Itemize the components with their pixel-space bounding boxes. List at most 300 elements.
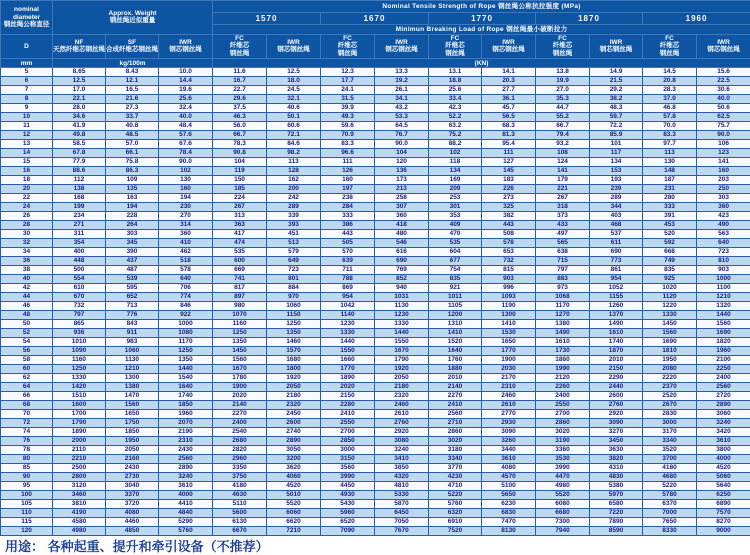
value-cell: 7670 <box>375 527 429 536</box>
value-cell: 1105 <box>429 302 482 311</box>
value-cell: 1042 <box>321 302 375 311</box>
value-cell: 670 <box>53 293 106 302</box>
table-row <box>1 509 750 518</box>
value-cell: 1440 <box>159 365 213 374</box>
value-cell: 45.7 <box>482 104 536 113</box>
value-cell: 238 <box>321 194 375 203</box>
table-row <box>1 176 750 185</box>
diameter-cell: 52 <box>1 329 53 338</box>
value-cell: 363 <box>213 221 267 230</box>
value-cell: 1170 <box>159 338 213 347</box>
value-cell: 1760 <box>429 356 482 365</box>
value-cell: 183 <box>482 176 536 185</box>
value-cell: 2720 <box>697 392 750 401</box>
value-cell: 67.6 <box>159 140 213 149</box>
table-row <box>1 221 750 230</box>
value-cell: 4310 <box>590 464 643 473</box>
value-cell: 6320 <box>429 509 482 518</box>
value-cell: 1810 <box>643 347 697 356</box>
diameter-cell: 74 <box>1 428 53 437</box>
value-cell: 2860 <box>536 419 590 428</box>
value-cell: 861 <box>590 266 643 275</box>
value-cell: 6830 <box>482 509 536 518</box>
value-cell: 433 <box>536 221 590 230</box>
value-cell: 437 <box>106 257 159 266</box>
value-cell: 50.6 <box>697 104 750 113</box>
diameter-title-en1: nominal <box>1 6 52 13</box>
value-cell: 810 <box>697 257 750 266</box>
value-cell: 56.5 <box>482 113 536 122</box>
value-cell: 5380 <box>590 482 643 491</box>
value-cell: 373 <box>536 212 590 221</box>
value-cell: 112 <box>53 176 106 185</box>
value-cell: 15.6 <box>697 68 750 77</box>
value-cell: 38.2 <box>590 95 643 104</box>
value-cell: 903 <box>482 275 536 284</box>
value-cell: 2400 <box>536 392 590 401</box>
value-cell: 1560 <box>697 320 750 329</box>
value-cell: 4680 <box>643 473 697 482</box>
value-cell: 4630 <box>213 491 267 500</box>
value-cell: 954 <box>321 293 375 302</box>
value-cell: 56.0 <box>213 122 267 131</box>
value-cell: 1740 <box>590 338 643 347</box>
value-cell: 2860 <box>429 428 482 437</box>
value-cell: 2440 <box>590 383 643 392</box>
value-cell: 90.0 <box>375 140 429 149</box>
value-cell: 333 <box>321 212 375 221</box>
value-cell: 14.5 <box>643 68 697 77</box>
value-cell: 1640 <box>159 383 213 392</box>
value-cell: 1350 <box>267 329 321 338</box>
value-cell: 1130 <box>375 302 429 311</box>
value-cell: 57.8 <box>643 113 697 122</box>
value-cell: 2830 <box>643 410 697 419</box>
value-cell: 1270 <box>536 311 590 320</box>
breaking-load-unit: (KN) <box>213 59 750 68</box>
value-cell: 4520 <box>267 482 321 491</box>
value-cell: 2520 <box>643 392 697 401</box>
value-cell: 68.3 <box>482 122 536 131</box>
value-cell: 134 <box>429 167 482 176</box>
value-cell: 2280 <box>321 401 375 410</box>
col-header-fc-1670: FC 纤维芯 钢丝绳 <box>321 35 375 59</box>
rope-table-body <box>1 68 750 536</box>
value-cell: 339 <box>267 212 321 221</box>
value-cell: 797 <box>536 266 590 275</box>
table-row <box>1 401 750 410</box>
value-cell: 344 <box>590 203 643 212</box>
value-cell: 835 <box>643 266 697 275</box>
table-row <box>1 230 750 239</box>
value-cell: 4230 <box>429 473 482 482</box>
value-cell: 500 <box>53 266 106 275</box>
value-cell: 5100 <box>482 482 536 491</box>
value-cell: 2150 <box>590 365 643 374</box>
value-cell: 41.9 <box>53 122 106 131</box>
value-cell: 835 <box>429 275 482 284</box>
value-cell: 57.0 <box>106 140 159 149</box>
value-cell: 565 <box>536 239 590 248</box>
value-cell: 193 <box>590 176 643 185</box>
value-cell: 4000 <box>159 491 213 500</box>
value-cell: 640 <box>697 239 750 248</box>
value-cell: 20.3 <box>482 77 536 86</box>
value-cell: 1090 <box>53 347 106 356</box>
value-cell: 75.7 <box>697 122 750 131</box>
value-cell: 8.43 <box>106 68 159 77</box>
value-cell: 119 <box>213 167 267 176</box>
diameter-cell: 12 <box>1 131 53 140</box>
value-cell: 2260 <box>536 383 590 392</box>
value-cell: 123 <box>697 149 750 158</box>
diameter-cell: 44 <box>1 293 53 302</box>
value-cell: 124 <box>536 158 590 167</box>
value-cell: 1510 <box>53 392 106 401</box>
diameter-cell: 110 <box>1 509 53 518</box>
diameter-cell: 60 <box>1 365 53 374</box>
value-cell: 884 <box>267 284 321 293</box>
table-row <box>1 302 750 311</box>
value-cell: 616 <box>375 248 429 257</box>
weight-title-en: Approx. Weight <box>53 10 212 17</box>
value-cell: 307 <box>375 203 429 212</box>
value-cell: 267 <box>536 194 590 203</box>
value-cell: 2460 <box>482 392 536 401</box>
value-cell: 75.8 <box>106 158 159 167</box>
value-cell: 535 <box>213 248 267 257</box>
value-cell: 1300 <box>482 311 536 320</box>
value-cell: 497 <box>536 230 590 239</box>
table-row <box>1 419 750 428</box>
value-cell: 2320 <box>267 401 321 410</box>
value-cell: 2460 <box>375 401 429 410</box>
table-row <box>1 113 750 122</box>
diameter-cell: 14 <box>1 149 53 158</box>
value-cell: 3040 <box>106 482 159 491</box>
value-cell: 24.5 <box>267 86 321 95</box>
value-cell: 136 <box>375 167 429 176</box>
value-cell: 46.8 <box>643 104 697 113</box>
value-cell: 179 <box>536 176 590 185</box>
value-cell: 145 <box>482 167 536 176</box>
diameter-cell: 76 <box>1 437 53 446</box>
value-cell: 14.1 <box>482 68 536 77</box>
value-cell: 5520 <box>536 491 590 500</box>
value-cell: 63.2 <box>429 122 482 131</box>
value-cell: 2890 <box>697 401 750 410</box>
value-cell: 1031 <box>375 293 429 302</box>
value-cell: 2760 <box>590 401 643 410</box>
value-cell: 2320 <box>375 392 429 401</box>
diameter-title-zh: 钢丝绳公称直径 <box>1 21 52 29</box>
value-cell: 30.6 <box>697 86 750 95</box>
value-cell: 8590 <box>590 527 643 536</box>
value-cell: 1420 <box>53 383 106 392</box>
table-row <box>1 338 750 347</box>
value-cell: 2030 <box>482 365 536 374</box>
value-cell: 490 <box>697 221 750 230</box>
table-row <box>1 212 750 221</box>
value-cell: 14.9 <box>590 68 643 77</box>
value-cell: 267 <box>213 203 267 212</box>
value-cell: 776 <box>106 311 159 320</box>
value-cell: 345 <box>106 239 159 248</box>
value-cell: 26.1 <box>375 86 429 95</box>
value-cell: 3090 <box>590 419 643 428</box>
table-row <box>1 158 750 167</box>
value-cell: 354 <box>53 239 106 248</box>
value-cell: 1920 <box>267 374 321 383</box>
value-cell: 17.7 <box>321 77 375 86</box>
table-row <box>1 383 750 392</box>
diameter-cell: 32 <box>1 239 53 248</box>
value-cell: 7000 <box>643 509 697 518</box>
value-cell: 8.65 <box>53 68 106 77</box>
value-cell: 1850 <box>159 401 213 410</box>
value-cell: 1880 <box>429 365 482 374</box>
diameter-header <box>1 1 53 35</box>
value-cell: 226 <box>482 185 536 194</box>
value-cell: 2150 <box>321 392 375 401</box>
value-cell: 1450 <box>213 347 267 356</box>
diameter-cell: 20 <box>1 185 53 194</box>
value-cell: 883 <box>536 275 590 284</box>
value-cell: 653 <box>482 248 536 257</box>
value-cell: 563 <box>697 230 750 239</box>
value-cell: 1610 <box>590 329 643 338</box>
diameter-cell: 26 <box>1 212 53 221</box>
weight-header <box>53 1 213 35</box>
value-cell: 4580 <box>53 518 106 527</box>
value-cell: 1230 <box>375 311 429 320</box>
value-cell: 150 <box>213 176 267 185</box>
diameter-cell: 10 <box>1 113 53 122</box>
value-cell: 390 <box>106 248 159 257</box>
table-row <box>1 374 750 383</box>
value-cell: 228 <box>106 212 159 221</box>
diameter-cell: 58 <box>1 356 53 365</box>
value-cell: 6060 <box>267 509 321 518</box>
value-cell: 24.1 <box>321 86 375 95</box>
value-cell: 13.1 <box>429 68 482 77</box>
diameter-cell: 68 <box>1 401 53 410</box>
value-cell: 1560 <box>213 356 267 365</box>
value-cell: 1960 <box>159 410 213 419</box>
value-cell: 1470 <box>106 392 159 401</box>
value-cell: 2250 <box>697 365 750 374</box>
diameter-cell: 95 <box>1 482 53 491</box>
value-cell: 4410 <box>159 500 213 509</box>
value-cell: 83.3 <box>321 140 375 149</box>
value-cell: 1670 <box>213 365 267 374</box>
value-cell: 518 <box>159 257 213 266</box>
table-row <box>1 410 750 419</box>
value-cell: 925 <box>643 275 697 284</box>
table-row <box>1 437 750 446</box>
value-cell: 386 <box>321 221 375 230</box>
diameter-cell: 28 <box>1 221 53 230</box>
value-cell: 6890 <box>697 500 750 509</box>
value-cell: 2960 <box>213 455 267 464</box>
table-row <box>1 464 750 473</box>
value-cell: 22.5 <box>697 77 750 86</box>
value-cell: 1440 <box>697 311 750 320</box>
value-cell: 224 <box>213 194 267 203</box>
value-cell: 1160 <box>213 320 267 329</box>
value-cell: 774 <box>159 293 213 302</box>
value-cell: 34.6 <box>53 113 106 122</box>
diameter-cell: 38 <box>1 266 53 275</box>
value-cell: 3460 <box>53 491 106 500</box>
value-cell: 3610 <box>159 482 213 491</box>
diameter-cell: 11 <box>1 122 53 131</box>
diameter-cell: 34 <box>1 248 53 257</box>
value-cell: 1700 <box>53 410 106 419</box>
value-cell: 1210 <box>697 293 750 302</box>
value-cell: 58.5 <box>53 140 106 149</box>
value-cell: 2740 <box>267 428 321 437</box>
value-cell: 6080 <box>536 500 590 509</box>
value-cell: 197 <box>321 185 375 194</box>
value-cell: 1330 <box>375 320 429 329</box>
value-cell: 2550 <box>321 419 375 428</box>
value-cell: 239 <box>590 185 643 194</box>
value-cell: 25.6 <box>429 86 482 95</box>
value-cell: 4000 <box>697 455 750 464</box>
value-cell: 1080 <box>159 329 213 338</box>
value-cell: 3990 <box>536 464 590 473</box>
value-cell: 2140 <box>429 383 482 392</box>
table-row <box>1 203 750 212</box>
value-cell: 1370 <box>590 311 643 320</box>
weight-title-zh: 钢丝绳近似重量 <box>53 17 212 25</box>
value-cell: 1380 <box>536 320 590 329</box>
value-cell: 360 <box>697 203 750 212</box>
value-cell: 393 <box>267 221 321 230</box>
value-cell: 1190 <box>482 302 536 311</box>
value-cell: 749 <box>643 257 697 266</box>
value-cell: 2000 <box>53 437 106 446</box>
value-cell: 715 <box>536 257 590 266</box>
diameter-cell: 64 <box>1 383 53 392</box>
value-cell: 2820 <box>213 446 267 455</box>
value-cell: 90.0 <box>159 158 213 167</box>
value-cell: 7650 <box>643 518 697 527</box>
value-cell: 1200 <box>429 311 482 320</box>
value-cell: 2600 <box>267 419 321 428</box>
value-cell: 314 <box>159 221 213 230</box>
value-cell: 18.8 <box>429 77 482 86</box>
value-cell: 1060 <box>267 302 321 311</box>
value-cell: 554 <box>53 275 106 284</box>
value-cell: 1220 <box>643 302 697 311</box>
value-cell: 1770 <box>482 347 536 356</box>
value-cell: 88.2 <box>429 140 482 149</box>
value-cell: 1690 <box>643 338 697 347</box>
value-cell: 2430 <box>159 446 213 455</box>
value-cell: 741 <box>213 275 267 284</box>
value-cell: 250 <box>697 185 750 194</box>
value-cell: 801 <box>267 275 321 284</box>
value-cell: 537 <box>590 230 643 239</box>
value-cell: 3340 <box>643 437 697 446</box>
value-cell: 59.6 <box>321 122 375 131</box>
table-row <box>1 239 750 248</box>
diameter-cell: 70 <box>1 410 53 419</box>
value-cell: 487 <box>106 266 159 275</box>
value-cell: 1410 <box>429 329 482 338</box>
value-cell: 2730 <box>106 473 159 482</box>
value-cell: 5290 <box>159 518 213 527</box>
value-cell: 611 <box>590 239 643 248</box>
value-cell: 5520 <box>267 500 321 509</box>
value-cell: 64.5 <box>375 122 429 131</box>
value-cell: 1820 <box>697 338 750 347</box>
value-cell: 3090 <box>482 428 536 437</box>
value-cell: 443 <box>321 230 375 239</box>
value-cell: 897 <box>213 293 267 302</box>
value-cell: 1450 <box>643 320 697 329</box>
value-cell: 7300 <box>536 518 590 527</box>
value-cell: 2410 <box>429 401 482 410</box>
value-cell: 11.6 <box>213 68 267 77</box>
value-cell: 231 <box>643 185 697 194</box>
value-cell: 1300 <box>106 374 159 383</box>
value-cell: 2560 <box>697 383 750 392</box>
value-cell: 221 <box>536 185 590 194</box>
value-cell: 3620 <box>267 464 321 473</box>
value-cell: 1950 <box>106 437 159 446</box>
value-cell: 2310 <box>159 437 213 446</box>
value-cell: 652 <box>106 293 159 302</box>
diameter-cell: 22 <box>1 194 53 203</box>
value-cell: 5430 <box>321 500 375 509</box>
value-cell: 546 <box>375 239 429 248</box>
value-cell: 25.6 <box>159 95 213 104</box>
value-cell: 62.5 <box>697 113 750 122</box>
value-cell: 2920 <box>375 428 429 437</box>
value-cell: 973 <box>536 284 590 293</box>
value-cell: 153 <box>590 167 643 176</box>
value-cell: 1570 <box>267 347 321 356</box>
diameter-cell: 100 <box>1 491 53 500</box>
value-cell: 31.5 <box>321 95 375 104</box>
table-row <box>1 194 750 203</box>
value-cell: 3560 <box>321 464 375 473</box>
value-cell: 187 <box>643 176 697 185</box>
value-cell: 101 <box>590 140 643 149</box>
value-cell: 5220 <box>429 491 482 500</box>
value-cell: 1000 <box>697 275 750 284</box>
value-cell: 3370 <box>106 491 159 500</box>
value-cell: 2430 <box>106 464 159 473</box>
value-cell: 470 <box>429 230 482 239</box>
value-cell: 60.6 <box>267 122 321 131</box>
value-cell: 1000 <box>159 320 213 329</box>
value-cell: 940 <box>375 284 429 293</box>
diameter-cell: 90 <box>1 473 53 482</box>
value-cell: 1140 <box>321 311 375 320</box>
value-cell: 39.9 <box>321 104 375 113</box>
value-cell: 1250 <box>213 329 267 338</box>
value-cell: 5330 <box>375 491 429 500</box>
value-cell: 120 <box>375 158 429 167</box>
value-cell: 6230 <box>482 500 536 509</box>
value-cell: 9000 <box>697 527 750 536</box>
value-cell: 788 <box>321 275 375 284</box>
value-cell: 3170 <box>643 428 697 437</box>
